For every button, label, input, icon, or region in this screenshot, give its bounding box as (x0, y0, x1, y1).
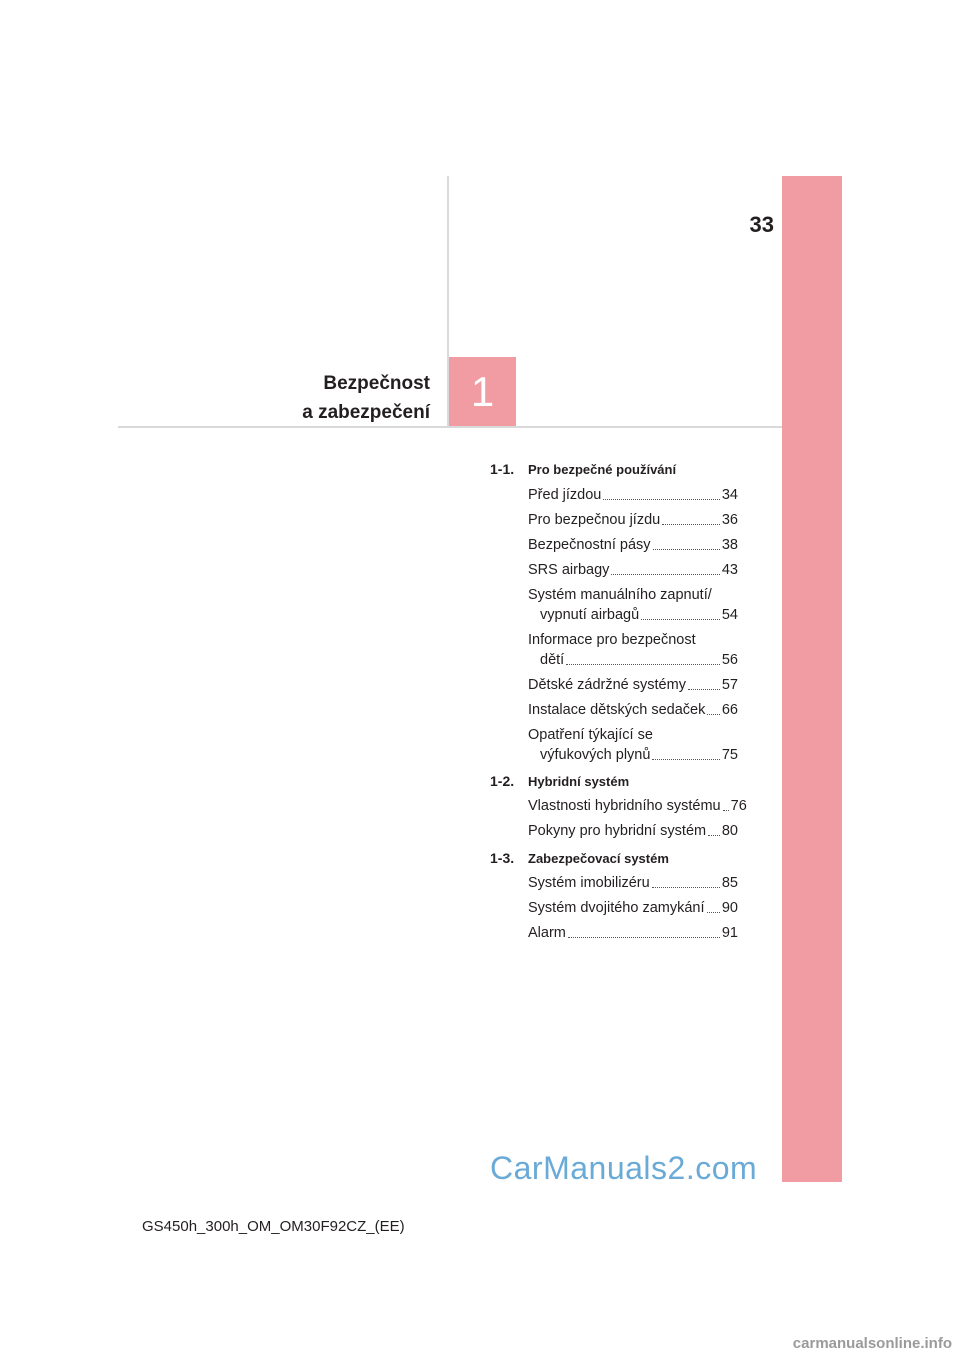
toc-entry[interactable]: Před jízdou 34 (528, 487, 738, 503)
toc-entry[interactable]: Vlastnosti hybridního systému 76 (528, 798, 747, 814)
toc-entry[interactable]: Systém dvojitého zamykání 90 (528, 900, 738, 916)
chapter-side-band (782, 176, 842, 1182)
page-ref: 56 (721, 652, 738, 668)
watermark-carmanualsonline: carmanualsonline.info (792, 1335, 952, 1352)
toc-entry[interactable]: Alarm 91 (528, 925, 738, 941)
toc-entry[interactable]: Instalace dětských sedaček 66 (528, 702, 738, 718)
toc-entry[interactable]: SRS airbagy 43 (528, 562, 738, 578)
section-number: 1-1. (490, 461, 515, 477)
toc-entry[interactable]: Pokyny pro hybridní systém 80 (528, 823, 738, 839)
page-ref: 75 (721, 747, 738, 763)
toc-entry[interactable]: Systém imobilizéru 85 (528, 875, 738, 891)
toc-entry[interactable]: Informace pro bezpečnost dětí 56 (528, 632, 738, 668)
watermark-carmanuals2: CarManuals2.com (490, 1150, 758, 1186)
page-ref: 90 (721, 900, 738, 916)
chapter-number-box: 1 (449, 357, 516, 426)
horizontal-rule (118, 426, 782, 428)
chapter-title-line2: a zabezpečení (302, 402, 430, 423)
toc-entry[interactable]: Bezpečnostní pásy 38 (528, 537, 738, 553)
section-title[interactable]: Zabezpečovací systém (528, 851, 669, 866)
page-number: 33 (749, 212, 774, 237)
page-ref: 38 (721, 537, 738, 553)
section-title[interactable]: Hybridní systém (528, 774, 630, 789)
page-ref: 36 (721, 512, 738, 528)
toc-entry[interactable]: Opatření týkající se výfukových plynů 75 (528, 727, 738, 763)
toc-entry[interactable]: Dětské zádržné systémy 57 (528, 677, 738, 693)
page-ref: 54 (721, 607, 738, 623)
page-ref: 66 (721, 702, 738, 718)
page-ref: 85 (721, 875, 738, 891)
page-ref: 57 (721, 677, 738, 693)
toc-entry[interactable]: Pro bezpečnou jízdu 36 (528, 512, 738, 528)
page-ref: 91 (721, 925, 738, 941)
section-number: 1-2. (490, 773, 515, 789)
page-ref: 80 (721, 823, 738, 839)
page-ref: 34 (721, 487, 738, 503)
document-footer-code: GS450h_300h_OM_OM30F92CZ_(EE) (142, 1218, 405, 1235)
toc-entry[interactable]: Systém manuálního zapnutí/ vypnutí airbagů 54 (528, 587, 738, 623)
page-ref: 76 (730, 798, 747, 814)
section-title[interactable]: Pro bezpečné používání (528, 462, 677, 477)
page-ref: 43 (721, 562, 738, 578)
section-number: 1-3. (490, 850, 515, 866)
chapter-title-line1: Bezpečnost (323, 373, 430, 394)
